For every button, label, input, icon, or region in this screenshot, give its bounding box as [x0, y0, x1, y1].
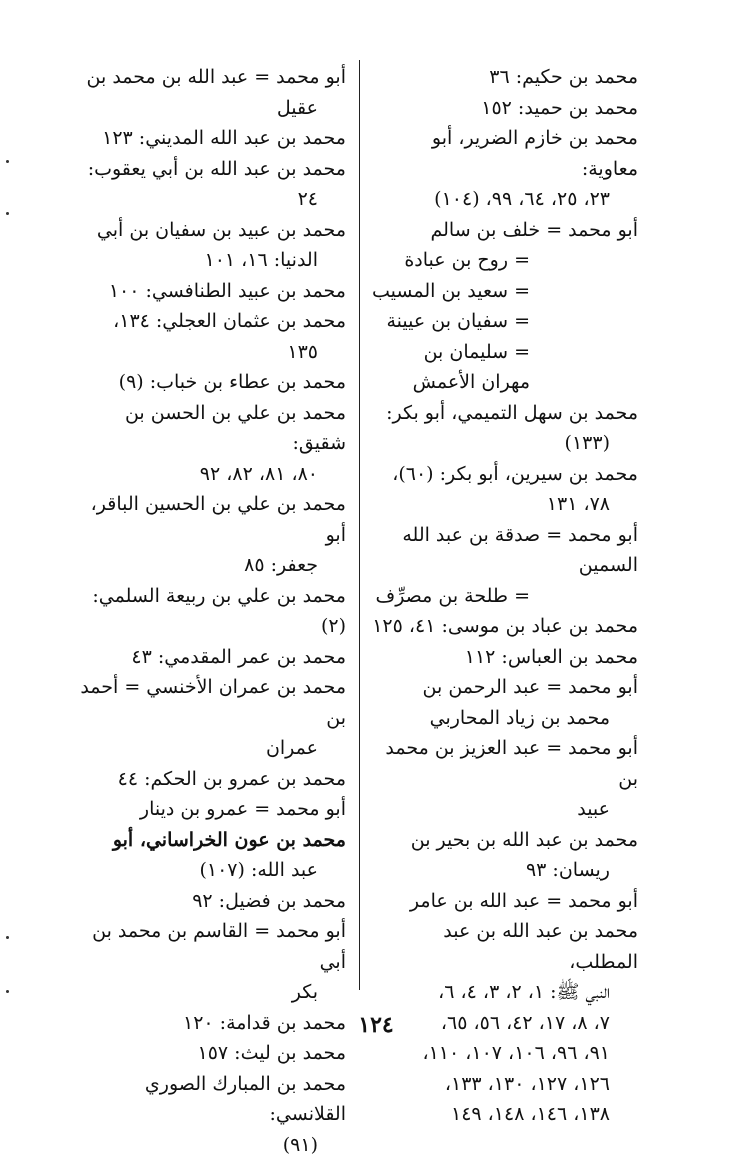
- page-number: ١٢٤: [326, 1012, 426, 1038]
- index-entry: محمد بن سهل التميمي، أبو بكر: (١٣٣): [372, 398, 638, 459]
- index-entry: محمد بن عطاء بن خباب: (٩): [78, 367, 346, 398]
- index-entry: أبو محمد = عبد العزيز بن محمد بن عبيد: [372, 733, 638, 825]
- index-entry: محمد بن عبد الله بن بحير بن ريسان: ٩٣: [372, 825, 638, 886]
- index-entry: محمد بن علي بن الحسن بن شقيق: ٨٠، ٨١، ٨٢، ٩٢: [78, 398, 346, 490]
- index-entry: محمد بن فضيل: ٩٢: [78, 886, 346, 917]
- index-entry: محمد بن عبيد بن سفيان بن أبي الدنيا: ١٦، ١٠١: [78, 215, 346, 276]
- index-entry: أبو محمد = عبد الرحمن بن محمد بن زياد المحاربي: [372, 672, 638, 733]
- index-entry: محمد بن عبد الله المديني: ١٢٣: [78, 123, 346, 154]
- index-entry: محمد بن عون الخراساني، أبو عبد الله: (١٠٧): [78, 825, 346, 886]
- index-entry: أبو محمد = عبد الله بن عامر: [372, 886, 638, 917]
- index-entry: محمد بن ليث: ١٥٧: [78, 1038, 346, 1069]
- index-entry: محمد بن عبد الله بن أبي يعقوب: ٢٤: [78, 154, 346, 215]
- index-entry: محمد بن عمر المقدمي: ٤٣: [78, 642, 346, 673]
- index-entry: محمد بن علي بن الحسين الباقر، أبو جعفر: ٨٥: [78, 489, 346, 581]
- index-entry: أبو محمد = عبد الله بن محمد بن عقيل: [78, 62, 346, 123]
- scan-speck: [6, 990, 9, 993]
- column-divider: [359, 60, 360, 990]
- index-entry: محمد بن عمرو بن الحكم: ٤٤: [78, 764, 346, 795]
- scan-speck: [6, 160, 9, 163]
- index-entry: محمد بن المبارك الصوري القلانسي: (٩١): [78, 1069, 346, 1160]
- index-entry: محمد بن العباس: ١١٢: [372, 642, 638, 673]
- index-entry: محمد بن عباد بن موسى: ٤١، ١٢٥: [372, 611, 638, 642]
- index-entry: محمد بن عبيد الطنافسي: ١٠٠: [78, 276, 346, 307]
- index-entry: محمد بن قدامة: ١٢٠: [78, 1008, 346, 1039]
- index-entry: أبو محمد = عمرو بن دينار: [78, 794, 346, 825]
- index-entry: محمد بن سيرين، أبو بكر: (٦٠)، ٧٨، ١٣١: [372, 459, 638, 520]
- scan-speck: [6, 936, 9, 939]
- index-column-left: [78, 62, 346, 1160]
- index-entry: محمد بن عثمان العجلي: ١٣٤، ١٣٥: [78, 306, 346, 367]
- index-entry: أبو محمد = خلف بن سالم: [372, 215, 638, 246]
- index-entry: = روح بن عبادة: [372, 245, 638, 276]
- index-entry: محمد بن عمران الأخنسي = أحمد بن عمران: [78, 672, 346, 764]
- index-entry: محمد بن علي بن ربيعة السلمي: (٢): [78, 581, 346, 642]
- index-entry: أبو محمد = القاسم بن محمد بن أبي بكر: [78, 916, 346, 1008]
- index-entry: = سفيان بن عيينة: [372, 306, 638, 337]
- index-entry: محمد بن حميد: ١٥٢: [372, 93, 638, 124]
- index-entry: محمد بن عبد الله بن عبد المطلب، النبي ﷺ: ١، ٢، ٣، ٤، ٦، ٧، ٨، ١٧، ٤٢، ٥٦، ٦٥، ٩١، ٩٦، ١٠٦، ١٠٧، ١١٠، ١٢٦، ١٢٧، ١٣٠، ١٣٣، ١٣٨، ١٤٦، ١٤٨، ١٤٩: [372, 916, 638, 1130]
- index-entry: محمد بن خازم الضرير، أبو معاوية: ٢٣، ٢٥، ٦٤، ٩٩، (١٠٤): [372, 123, 638, 215]
- index-column-right: [372, 62, 638, 1130]
- index-entry: = سعيد بن المسيب: [372, 276, 638, 307]
- scan-speck: [6, 212, 9, 215]
- index-entry: = سليمان بن مهران الأعمش: [372, 337, 638, 398]
- index-entry: محمد بن حكيم: ٣٦: [372, 62, 638, 93]
- index-entry: أبو محمد = صدقة بن عبد الله السمين = طلحة بن مصرِّف: [372, 520, 638, 612]
